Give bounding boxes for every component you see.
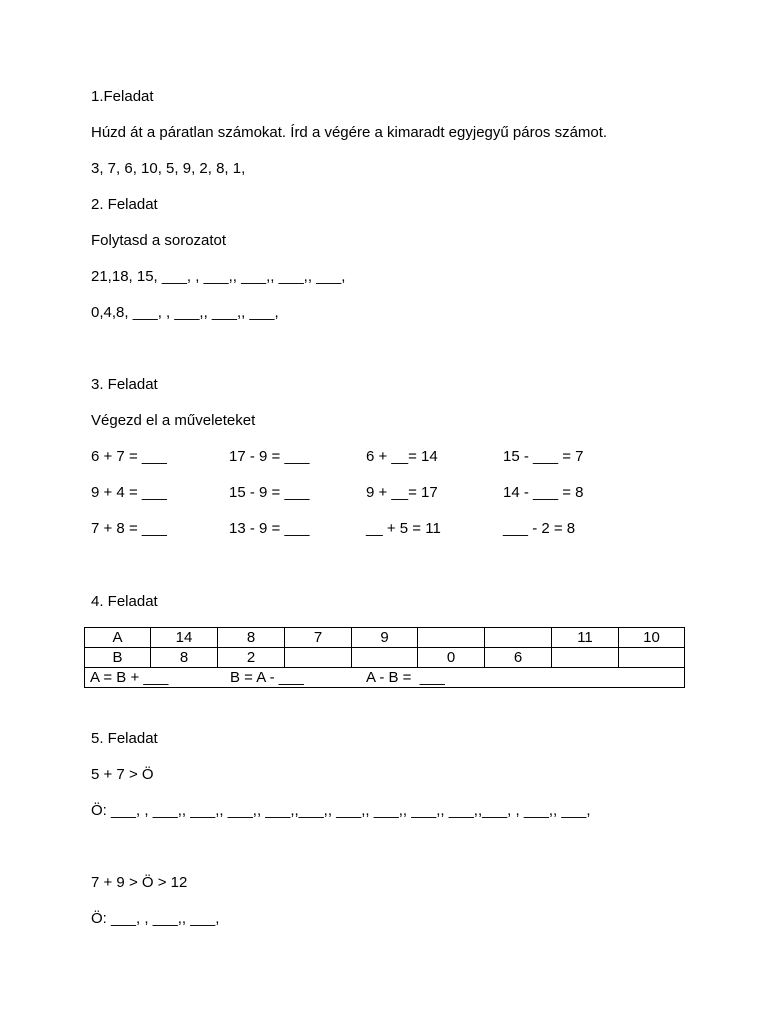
- task2-title: 2. Feladat: [91, 196, 158, 213]
- task3-title: 3. Feladat: [91, 376, 158, 393]
- task5-answer-2: Ö: ___, , ___,, ___,: [91, 910, 220, 927]
- formula-b: B = A - ___: [230, 669, 304, 686]
- table-cell: 8: [218, 628, 285, 648]
- task3-operation: 6 + __= 14: [366, 448, 438, 465]
- table-cell: 7: [285, 628, 352, 648]
- formula-cell: [85, 668, 685, 688]
- table-row-a: [85, 628, 685, 648]
- task3-operation: 9 + 4 = ___: [91, 484, 167, 501]
- task3-operation: 17 - 9 = ___: [229, 448, 310, 465]
- table-cell: 9: [352, 628, 418, 648]
- task3-operation: ___ - 2 = 8: [503, 520, 576, 537]
- task3-operation: __ + 5 = 11: [366, 520, 441, 537]
- table-cell: [352, 648, 418, 668]
- table-cell: 0: [418, 648, 485, 668]
- formula-difference: A - B = ___: [366, 669, 445, 686]
- task3-operation: 14 - ___ = 8: [503, 484, 584, 501]
- task2-instruction: Folytasd a sorozatot: [91, 232, 227, 249]
- table-cell: 14: [151, 628, 218, 648]
- task5-title: 5. Feladat: [91, 730, 158, 747]
- task5-condition-1: 5 + 7 > Ö: [91, 766, 154, 783]
- table-cell: 6: [485, 648, 552, 668]
- table-row-formulas: [85, 668, 685, 688]
- task2-sequence-2: 0,4,8, ___, , ___,, ___,, ___,: [91, 304, 279, 321]
- task5-condition-2: 7 + 9 > Ö > 12: [91, 874, 188, 891]
- table-cell: [552, 648, 619, 668]
- task5-answer-1: Ö: ___, , ___,, ___,, ___,, ___,,___,, ___,, ___,, ___,, ___,,___, , ___,, ___,: [91, 802, 591, 819]
- table-cell: [485, 628, 552, 648]
- table-cell: 10: [619, 628, 685, 648]
- task4-title: 4. Feladat: [91, 593, 158, 610]
- task3-operation: 9 + __= 17: [366, 484, 438, 501]
- task3-operation: 6 + 7 = ___: [91, 448, 167, 465]
- table-row-b: [85, 648, 685, 668]
- table-cell: 11: [552, 628, 619, 648]
- task3-operation: 15 - ___ = 7: [503, 448, 584, 465]
- table-cell: 2: [218, 648, 285, 668]
- task4-table: [84, 627, 685, 688]
- formula-a: A = B + ___: [90, 669, 169, 686]
- task1-title: 1.Feladat: [91, 88, 154, 105]
- task3-operation: 15 - 9 = ___: [229, 484, 310, 501]
- task3-instruction: Végezd el a műveleteket: [91, 412, 256, 429]
- table-cell: 8: [151, 648, 218, 668]
- task3-operation: 13 - 9 = ___: [229, 520, 310, 537]
- task1-numbers: 3, 7, 6, 10, 5, 9, 2, 8, 1,: [91, 160, 246, 177]
- table-cell: [418, 628, 485, 648]
- table-cell: B: [85, 648, 151, 668]
- table-cell: [285, 648, 352, 668]
- task2-sequence-1: 21,18, 15, ___, , ___,, ___,, ___,, ___,: [91, 268, 346, 285]
- task3-operation: 7 + 8 = ___: [91, 520, 167, 537]
- task1-instruction: Húzd át a páratlan számokat. Írd a végére a kimaradt egyjegyű páros számot.: [91, 124, 608, 141]
- table-cell: [619, 648, 685, 668]
- table-cell: A: [85, 628, 151, 648]
